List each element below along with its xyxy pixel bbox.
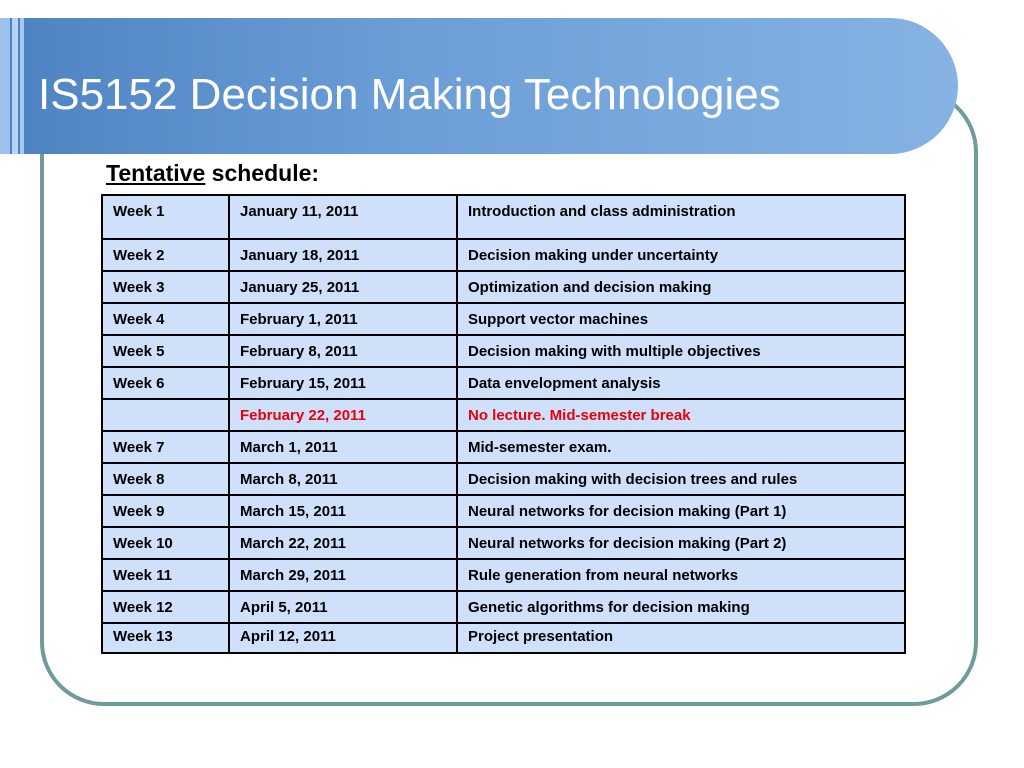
schedule-table: [101, 194, 906, 654]
date-cell: February 1, 2011: [229, 303, 457, 335]
table-row: [102, 463, 905, 495]
decorative-stripe: [20, 18, 24, 154]
topic-cell: Neural networks for decision making (Part 2): [457, 527, 905, 559]
table-row-break: [102, 399, 905, 431]
week-cell: Week 13: [102, 623, 229, 653]
date-cell: April 5, 2011: [229, 591, 457, 623]
week-cell: Week 10: [102, 527, 229, 559]
table-row: [102, 623, 905, 653]
week-cell: Week 2: [102, 239, 229, 271]
date-cell: January 25, 2011: [229, 271, 457, 303]
decorative-stripe: [12, 18, 18, 154]
week-cell: Week 6: [102, 367, 229, 399]
table-row: [102, 271, 905, 303]
topic-cell: Decision making under uncertainty: [457, 239, 905, 271]
date-cell: March 15, 2011: [229, 495, 457, 527]
table-row: [102, 559, 905, 591]
topic-cell: Optimization and decision making: [457, 271, 905, 303]
date-cell: March 29, 2011: [229, 559, 457, 591]
table-row: [102, 367, 905, 399]
schedule-heading-underlined: Tentative: [106, 160, 206, 186]
week-cell: Week 5: [102, 335, 229, 367]
topic-cell: Genetic algorithms for decision making: [457, 591, 905, 623]
topic-cell: Introduction and class administration: [457, 195, 905, 239]
date-cell: January 11, 2011: [229, 195, 457, 239]
date-cell: March 8, 2011: [229, 463, 457, 495]
table-row: [102, 335, 905, 367]
topic-cell: No lecture. Mid-semester break: [457, 399, 905, 431]
topic-cell: Data envelopment analysis: [457, 367, 905, 399]
topic-cell: Project presentation: [457, 623, 905, 653]
table-row: [102, 431, 905, 463]
topic-cell: Decision making with multiple objectives: [457, 335, 905, 367]
table-row: [102, 527, 905, 559]
date-cell: February 15, 2011: [229, 367, 457, 399]
schedule-heading: [106, 160, 319, 187]
date-cell: January 18, 2011: [229, 239, 457, 271]
table-row: [102, 239, 905, 271]
week-cell: Week 11: [102, 559, 229, 591]
table-row: [102, 495, 905, 527]
decorative-stripe: [0, 18, 10, 154]
topic-cell: Neural networks for decision making (Part 1): [457, 495, 905, 527]
date-cell: April 12, 2011: [229, 623, 457, 653]
week-cell: Week 4: [102, 303, 229, 335]
topic-cell: Mid-semester exam.: [457, 431, 905, 463]
week-cell: Week 7: [102, 431, 229, 463]
date-cell: February 8, 2011: [229, 335, 457, 367]
week-cell: Week 3: [102, 271, 229, 303]
week-cell: [102, 399, 229, 431]
table-row: [102, 195, 905, 239]
week-cell: Week 12: [102, 591, 229, 623]
topic-cell: Decision making with decision trees and rules: [457, 463, 905, 495]
table-row: [102, 303, 905, 335]
date-cell: March 1, 2011: [229, 431, 457, 463]
topic-cell: Support vector machines: [457, 303, 905, 335]
topic-cell: Rule generation from neural networks: [457, 559, 905, 591]
date-cell: February 22, 2011: [229, 399, 457, 431]
slide-title: IS5152 Decision Making Technologies: [38, 70, 781, 119]
date-cell: March 22, 2011: [229, 527, 457, 559]
table-row: [102, 591, 905, 623]
week-cell: Week 1: [102, 195, 229, 239]
week-cell: Week 9: [102, 495, 229, 527]
week-cell: Week 8: [102, 463, 229, 495]
schedule-heading-rest: schedule:: [205, 160, 320, 186]
title-band: [0, 18, 958, 154]
